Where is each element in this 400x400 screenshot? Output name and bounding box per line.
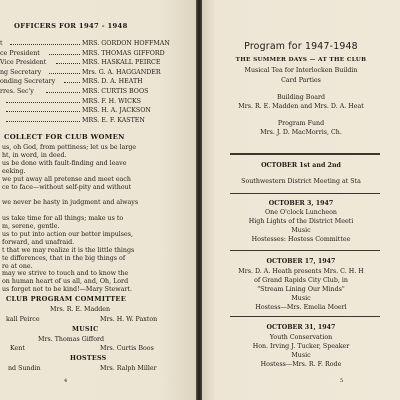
officer-role: onding Secretary bbox=[0, 78, 56, 86]
music-heading: MUSIC bbox=[72, 326, 99, 333]
hostess-heading: HOSTESS bbox=[70, 355, 107, 362]
hostess-member: Mrs. Ralph Miller bbox=[100, 365, 157, 372]
card-parties: Card Parties bbox=[281, 77, 321, 84]
officer-role: ce President bbox=[0, 49, 40, 57]
officer-role: t bbox=[0, 40, 3, 47]
dot-leader bbox=[46, 92, 80, 93]
event-detail-line: Hostess—Mrs. R. F. Rode bbox=[260, 361, 342, 368]
event-detail-line: One O'clock Luncheon bbox=[265, 209, 337, 216]
collect-line: on human heart of us all, and, Oh, Lord bbox=[2, 278, 129, 286]
officer-role: ng Secretary bbox=[0, 68, 42, 76]
collect-line: te differences, that in the big things of bbox=[2, 254, 126, 262]
program-fund-name: Mrs. J. D. MacMorris, Ch. bbox=[260, 129, 342, 136]
committee-heading: CLUB PROGRAM COMMITTEE bbox=[6, 295, 127, 303]
building-board-label: Building Board bbox=[276, 94, 326, 101]
musical-tea: Musical Tea for Interlocken Buildin bbox=[244, 67, 358, 74]
october-1-heading: OCTOBER 1st and 2nd bbox=[261, 162, 341, 169]
program-subtitle: THE SUMMER DAYS — AT THE CLUB bbox=[235, 57, 367, 63]
officer-name: MRS. GORDON HOFFMAN bbox=[82, 40, 170, 47]
collect-line: may we strive to touch and to know the bbox=[2, 270, 129, 278]
page-number: 5 bbox=[340, 378, 344, 384]
collect-line: re at one. bbox=[2, 262, 33, 270]
officer-name: MRS. HASKALL PEIRCE bbox=[82, 59, 161, 67]
officer-name: MRS. F. H. WICKS bbox=[82, 97, 141, 105]
collect-line: us be done with fault-finding and leave bbox=[2, 159, 127, 167]
event-detail-line: Hostess—Mrs. Emelia Moerl bbox=[255, 304, 347, 311]
music-member: Mrs. Thomas Gifford bbox=[38, 336, 105, 343]
event-detail-line: Mrs. D. A. Heath presents Mrs. C. H. H bbox=[238, 268, 364, 275]
divider bbox=[230, 250, 380, 251]
dot-leader bbox=[49, 73, 80, 74]
collect-line: t that we may realize it is the little things bbox=[2, 246, 135, 254]
program-title: Program for 1947-1948 bbox=[244, 41, 358, 52]
divider bbox=[230, 316, 380, 317]
dot-leader bbox=[49, 54, 80, 55]
october-1-text: Southwestern District Meeting at Sta bbox=[241, 178, 361, 185]
officer-name: MRS. E. F. KASTEN bbox=[82, 116, 145, 124]
officer-name: MRS. CURTIS BOOS bbox=[82, 88, 149, 95]
divider bbox=[230, 193, 380, 194]
collect-line: us, oh God, from pettiness; let us be large bbox=[2, 144, 137, 151]
officer-name: Mrs. G. A. HAGGANDER bbox=[82, 68, 161, 76]
building-board-names: Mrs. R. E. Madden and Mrs. D. A. Heat bbox=[238, 103, 364, 110]
dot-leader bbox=[64, 82, 80, 83]
collect-line: ht, in word, in deed. bbox=[2, 151, 67, 159]
event-detail-line: High Lights of the District Meeti bbox=[248, 218, 354, 225]
officer-role: Vice President bbox=[0, 59, 47, 67]
event-detail-line: Hon. Irving J. Tucker, Speaker bbox=[252, 343, 350, 350]
dot-leader bbox=[6, 102, 80, 103]
program-fund-label: Program Fund bbox=[277, 120, 325, 127]
officers-heading: OFFICERS FOR 1947 - 1948 bbox=[14, 22, 128, 30]
event-detail-line: Music bbox=[291, 295, 311, 302]
hostess-member: nd Sundin bbox=[8, 365, 41, 372]
october-17-heading: OCTOBER 17, 1947 bbox=[266, 258, 336, 265]
dot-leader bbox=[6, 111, 80, 112]
collect-line: us forget not to be kind!—Mary Stewart. bbox=[2, 286, 132, 294]
committee-member: kall Peirce bbox=[6, 316, 40, 323]
event-detail-line: Youth Conservation bbox=[269, 334, 333, 341]
collect-line: forward, and unafraid. bbox=[2, 238, 75, 246]
october-31-heading: OCTOBER 31, 1947 bbox=[266, 324, 336, 331]
october-3-heading: OCTOBER 3, 1947 bbox=[268, 200, 334, 207]
event-detail-line: Music bbox=[291, 227, 311, 234]
collect-line: we put away all pretense and meet each bbox=[2, 175, 131, 183]
officer-name: MRS. H. A. JACKSON bbox=[82, 107, 151, 115]
event-detail-line: of Grand Rapids City Club, in bbox=[254, 277, 348, 284]
event-detail-line: "Stream Lining Our Minds" bbox=[257, 286, 345, 293]
event-detail-line: Hostesses: Hostess Committee bbox=[251, 236, 351, 243]
music-member: Mrs. Curtis Boos bbox=[100, 345, 154, 352]
page-number: 4 bbox=[64, 378, 68, 384]
officer-name: MRS. THOMAS GIFFORD bbox=[82, 49, 165, 57]
dot-leader bbox=[56, 63, 80, 64]
officer-role: rres. Sec'y bbox=[0, 88, 34, 95]
right-page bbox=[202, 0, 400, 400]
collect-line: we never be hasty in judgment and always bbox=[2, 199, 139, 207]
event-detail-line: Music bbox=[291, 352, 311, 359]
collect-line: us take time for all things; make us to bbox=[2, 215, 124, 223]
collect-line: us to put into action our better impulses, bbox=[2, 230, 133, 238]
dot-leader bbox=[6, 121, 80, 122]
music-member: Kent bbox=[10, 345, 25, 352]
divider bbox=[230, 153, 380, 156]
dot-leader bbox=[10, 44, 80, 45]
collect-heading: COLLECT FOR CLUB WOMEN bbox=[4, 133, 125, 141]
collect-line: eeking. bbox=[2, 167, 26, 175]
committee-member: Mrs. H. W. Paxton bbox=[100, 316, 158, 323]
left-page bbox=[0, 0, 196, 400]
collect-line: ce to face—without self-pity and without bbox=[2, 183, 132, 191]
committee-member: Mrs. R. E. Madden bbox=[50, 306, 111, 313]
officer-name: MRS. D. A. HEATH bbox=[82, 78, 143, 86]
collect-line: m, serene, gentle. bbox=[2, 223, 60, 230]
